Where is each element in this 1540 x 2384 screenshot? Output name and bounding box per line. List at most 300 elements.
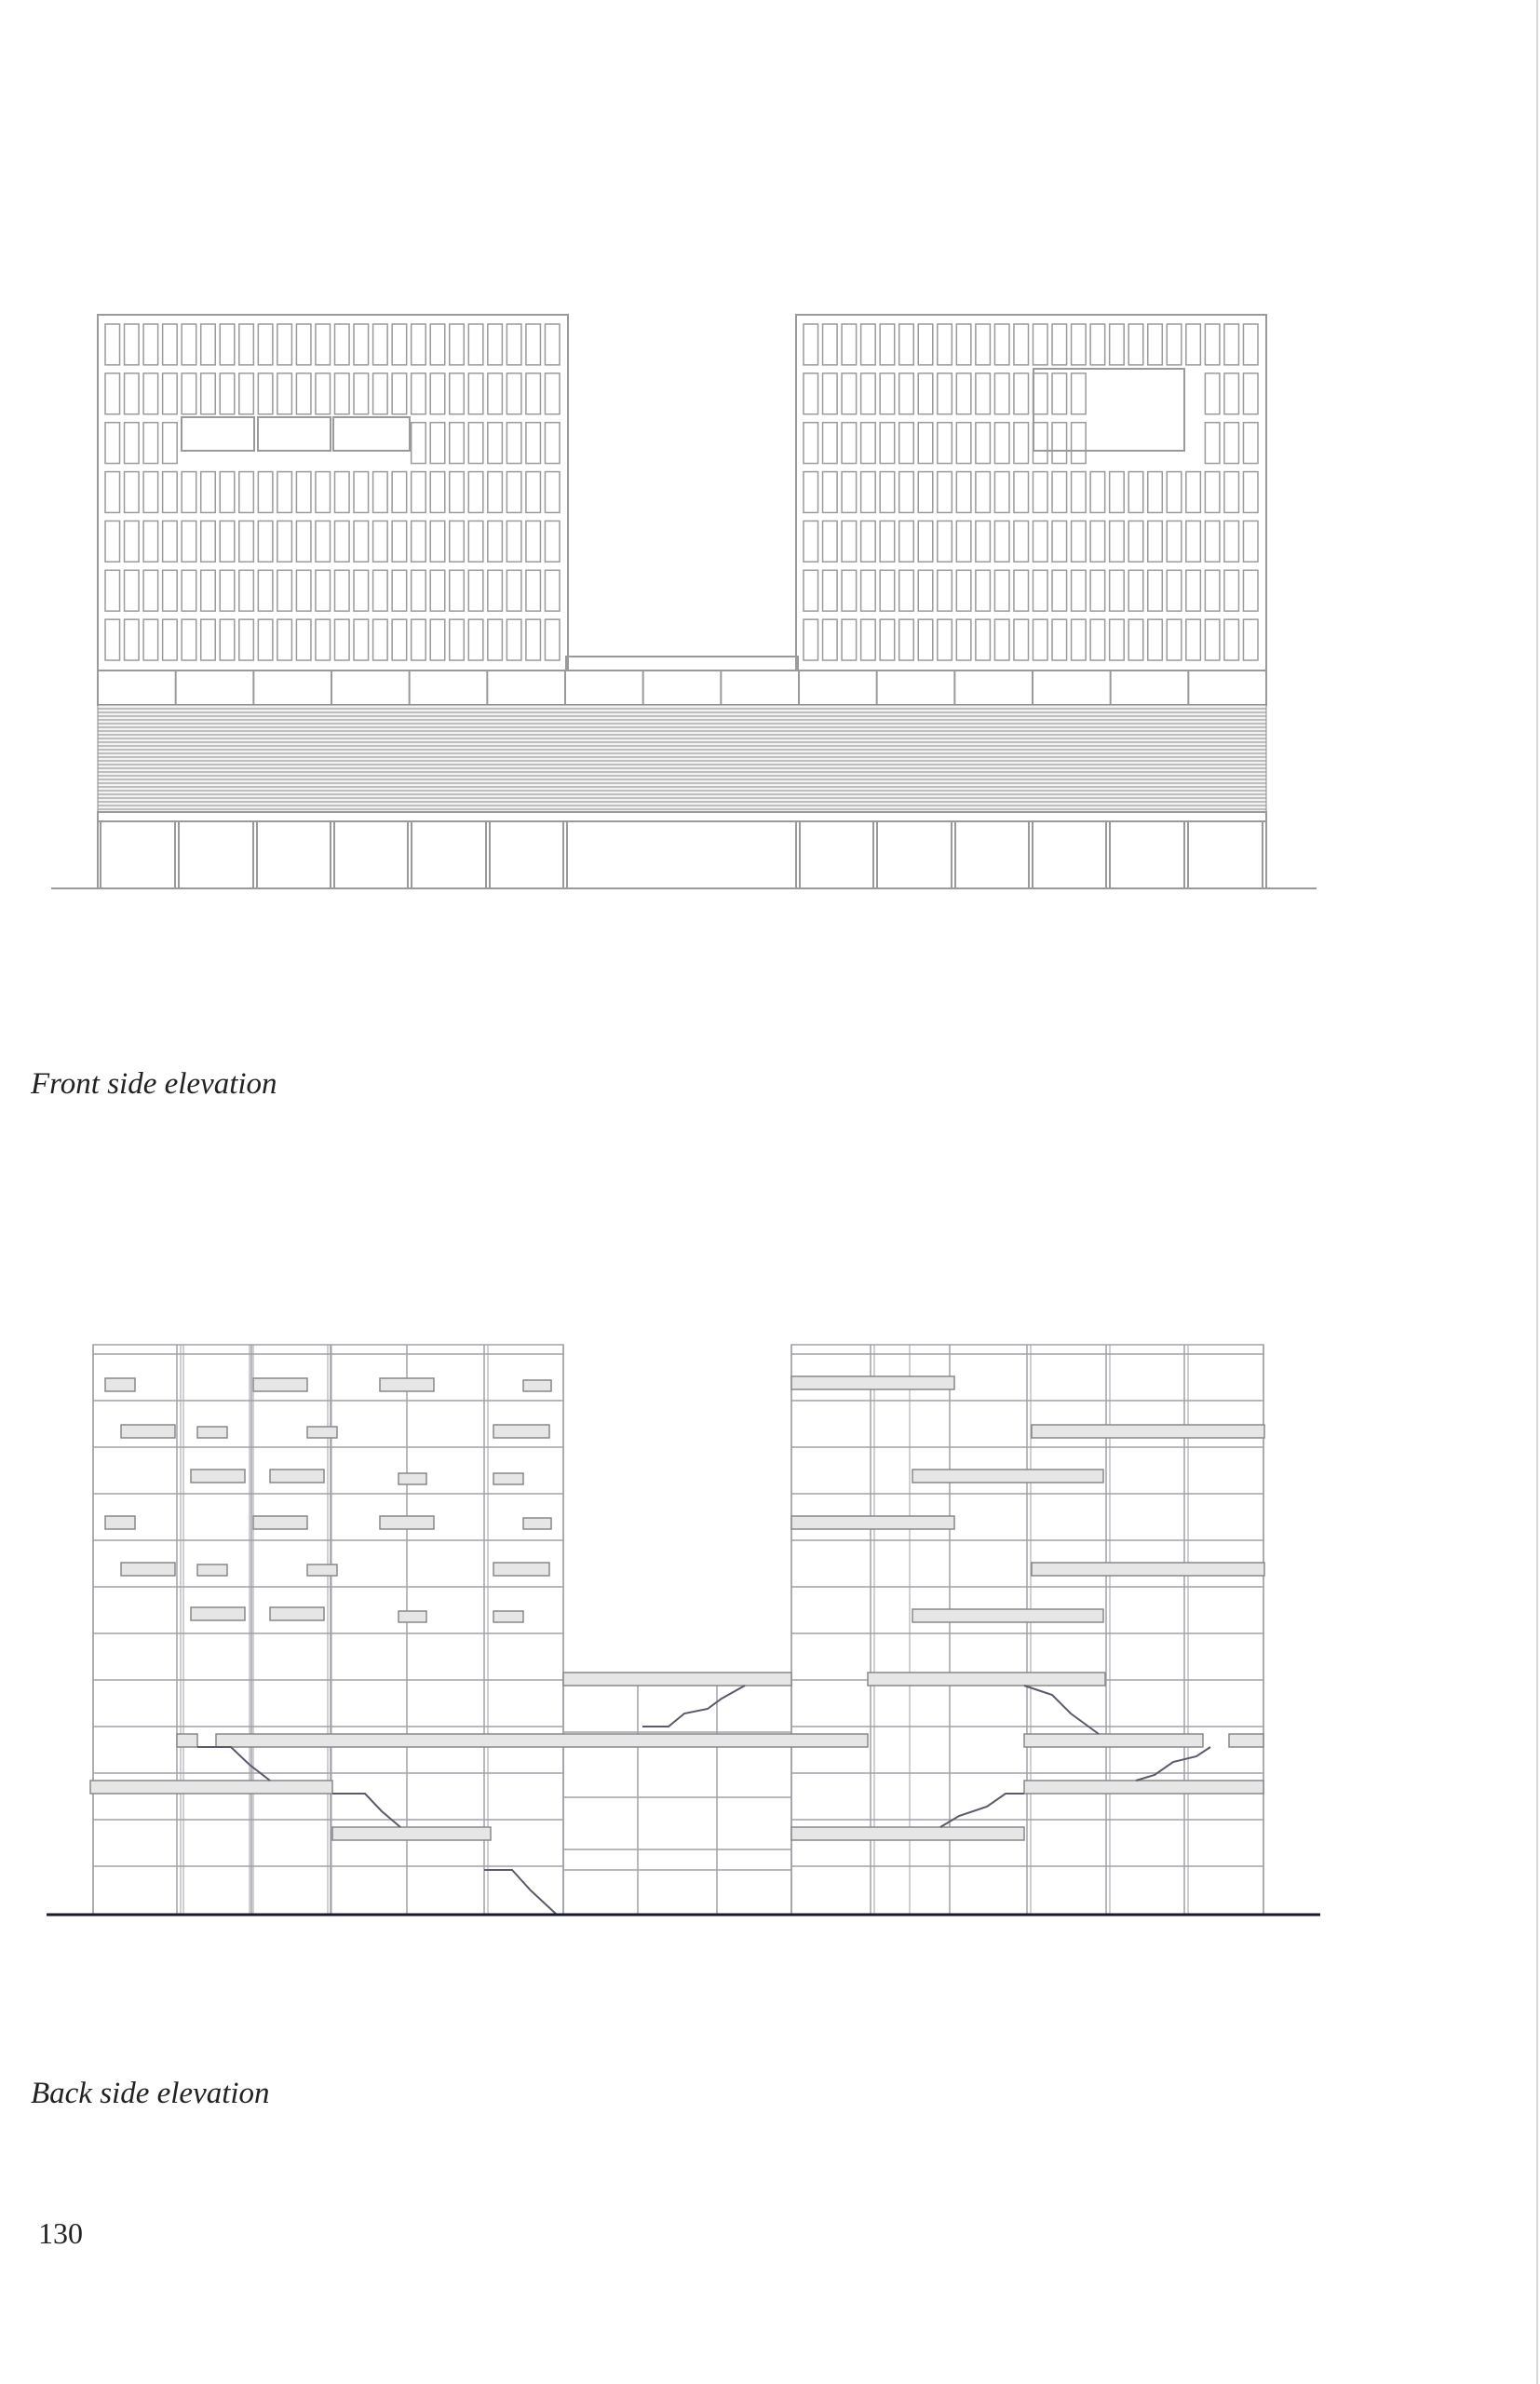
stair-run [484, 1870, 557, 1915]
balcony-slab [380, 1516, 434, 1529]
facade-window [1033, 373, 1048, 414]
facade-window [182, 570, 196, 611]
page-number: 130 [38, 2216, 83, 2250]
facade-window [861, 472, 876, 513]
facade-window [1033, 521, 1048, 562]
facade-window [938, 423, 952, 464]
facade-window [1224, 521, 1239, 562]
facade-window [545, 324, 560, 365]
balcony-slab [253, 1516, 307, 1529]
facade-window [994, 472, 1009, 513]
facade-window [1205, 373, 1220, 414]
facade-window [1224, 373, 1239, 414]
facade-window [354, 324, 369, 365]
facade-window [1128, 570, 1143, 611]
balcony-slab [493, 1473, 523, 1484]
facade-window [105, 472, 120, 513]
facade-window [1072, 570, 1087, 611]
facade-window [277, 472, 292, 513]
facade-window [143, 373, 158, 414]
facade-window [861, 423, 876, 464]
balcony-slab [493, 1563, 549, 1576]
facade-window [1014, 324, 1029, 365]
balcony-slab [912, 1609, 1103, 1622]
facade-window [956, 472, 971, 513]
facade-window [1148, 472, 1163, 513]
facade-window [412, 570, 426, 611]
facade-window [450, 570, 465, 611]
facade-window [412, 373, 426, 414]
facade-window [545, 373, 560, 414]
facade-window [899, 324, 914, 365]
facade-window [468, 324, 483, 365]
facade-window [373, 521, 388, 562]
facade-window [316, 373, 331, 414]
facade-window [842, 324, 857, 365]
facade-window [258, 373, 273, 414]
facade-window [125, 619, 140, 660]
facade-window [842, 521, 857, 562]
tower-frame [98, 315, 568, 670]
facade-window [880, 521, 895, 562]
facade-window [842, 373, 857, 414]
facade-window [842, 472, 857, 513]
facade-window [1224, 423, 1239, 464]
tower-frame [796, 315, 1266, 670]
facade-window [899, 619, 914, 660]
facade-window [450, 373, 465, 414]
facade-window [976, 570, 991, 611]
facade-window [1033, 570, 1048, 611]
facade-window [296, 373, 311, 414]
facade-window [296, 521, 311, 562]
facade-window [201, 619, 216, 660]
facade-window [976, 472, 991, 513]
facade-window [1243, 521, 1258, 562]
facade-window [1243, 324, 1258, 365]
facade-window [545, 521, 560, 562]
podium-band [98, 670, 1266, 705]
facade-window [1110, 521, 1125, 562]
facade-window [125, 324, 140, 365]
facade-window [220, 570, 235, 611]
facade-window [994, 324, 1009, 365]
balcony-slab [253, 1378, 307, 1391]
facade-window [1072, 472, 1087, 513]
facade-window [1110, 472, 1125, 513]
stair-run [197, 1747, 270, 1781]
facade-window [258, 570, 273, 611]
facade-window [994, 423, 1009, 464]
facade-window [956, 324, 971, 365]
balcony-slab [523, 1518, 551, 1529]
balcony-slab [399, 1473, 426, 1484]
facade-window [277, 373, 292, 414]
facade-opening [258, 417, 331, 451]
facade-window [258, 619, 273, 660]
facade-window [1014, 619, 1029, 660]
facade-window [526, 324, 541, 365]
facade-window [392, 570, 407, 611]
facade-window [105, 324, 120, 365]
facade-window [430, 373, 445, 414]
facade-window [1224, 472, 1239, 513]
facade-window [201, 472, 216, 513]
facade-window [1243, 619, 1258, 660]
facade-window [804, 472, 818, 513]
facade-window [125, 373, 140, 414]
facade-window [918, 373, 933, 414]
facade-window [1167, 472, 1182, 513]
facade-window [143, 423, 158, 464]
facade-opening [1033, 369, 1184, 451]
facade-window [1186, 521, 1201, 562]
facade-window [976, 619, 991, 660]
facade-window [105, 570, 120, 611]
front-right-tower [796, 315, 1266, 670]
facade-window [1224, 570, 1239, 611]
facade-window [1072, 373, 1087, 414]
front-podium [98, 657, 1266, 705]
facade-window [1148, 619, 1163, 660]
facade-window [994, 570, 1009, 611]
facade-window [450, 472, 465, 513]
facade-window [450, 619, 465, 660]
facade-window [1072, 619, 1087, 660]
facade-window [976, 373, 991, 414]
facade-window [412, 521, 426, 562]
facade-window [1205, 521, 1220, 562]
facade-window [296, 619, 311, 660]
facade-window [823, 472, 838, 513]
facade-window [1186, 472, 1201, 513]
facade-window [430, 324, 445, 365]
facade-window [392, 324, 407, 365]
facade-window [899, 423, 914, 464]
facade-window [1243, 570, 1258, 611]
facade-window [976, 324, 991, 365]
facade-window [1243, 373, 1258, 414]
facade-window [804, 373, 818, 414]
balcony-slab [399, 1611, 426, 1622]
facade-window [1110, 570, 1125, 611]
facade-window [354, 373, 369, 414]
facade-window [201, 570, 216, 611]
balcony-slab [523, 1380, 551, 1391]
facade-window [392, 373, 407, 414]
facade-window [182, 521, 196, 562]
facade-window [412, 324, 426, 365]
balcony-slab [868, 1673, 1105, 1686]
facade-window [804, 570, 818, 611]
facade-window [239, 570, 254, 611]
facade-window [823, 324, 838, 365]
facade-window [277, 324, 292, 365]
facade-window [488, 373, 503, 414]
facade-window [507, 324, 521, 365]
facade-window [220, 521, 235, 562]
facade-window [354, 472, 369, 513]
balcony-slab [563, 1673, 791, 1686]
facade-window [976, 521, 991, 562]
facade-window [258, 324, 273, 365]
facade-window [163, 570, 178, 611]
facade-window [1014, 373, 1029, 414]
facade-window [182, 373, 196, 414]
facade-window [1205, 324, 1220, 365]
facade-window [125, 423, 140, 464]
balcony-slab [191, 1470, 245, 1483]
balcony-slab [493, 1425, 549, 1438]
facade-window [1052, 570, 1067, 611]
facade-window [1052, 373, 1067, 414]
facade-window [488, 423, 503, 464]
facade-window [899, 521, 914, 562]
facade-window [1090, 521, 1105, 562]
balcony-slab [332, 1827, 491, 1840]
facade-window [488, 570, 503, 611]
facade-window [239, 373, 254, 414]
facade-window [1090, 472, 1105, 513]
back-stairs [197, 1686, 1210, 1915]
facade-window [880, 570, 895, 611]
balcony-slab [105, 1516, 135, 1529]
balcony-slab [1024, 1781, 1263, 1794]
facade-window [201, 373, 216, 414]
front-elevation-caption: Front side elevation [31, 1067, 277, 1101]
facade-window [316, 324, 331, 365]
facade-window [1033, 472, 1048, 513]
facade-opening [182, 417, 254, 451]
facade-window [373, 373, 388, 414]
louver-band-frame [98, 705, 1266, 812]
facade-window [220, 324, 235, 365]
facade-window [507, 570, 521, 611]
facade-window [1128, 521, 1143, 562]
facade-window [143, 570, 158, 611]
facade-window [804, 521, 818, 562]
facade-window [1090, 619, 1105, 660]
facade-window [143, 324, 158, 365]
facade-window [220, 373, 235, 414]
facade-window [450, 423, 465, 464]
facade-window [354, 521, 369, 562]
facade-window [804, 619, 818, 660]
facade-window [392, 521, 407, 562]
facade-window [507, 373, 521, 414]
facade-window [938, 619, 952, 660]
facade-window [880, 324, 895, 365]
facade-window [1090, 570, 1105, 611]
facade-window [143, 619, 158, 660]
facade-window [258, 472, 273, 513]
stair-run [1136, 1747, 1210, 1781]
base-beam [98, 812, 1266, 821]
facade-window [220, 619, 235, 660]
balcony-slab [90, 1781, 332, 1794]
facade-window [182, 324, 196, 365]
facade-window [956, 373, 971, 414]
facade-window [143, 472, 158, 513]
facade-window [239, 472, 254, 513]
balcony-slab [191, 1607, 245, 1620]
facade-window [1052, 472, 1067, 513]
facade-window [258, 521, 273, 562]
facade-window [545, 619, 560, 660]
facade-window [105, 521, 120, 562]
facade-window [918, 423, 933, 464]
facade-window [125, 472, 140, 513]
front-ground-floor [98, 812, 1266, 888]
facade-window [1205, 619, 1220, 660]
facade-window [1224, 324, 1239, 365]
facade-window [335, 472, 350, 513]
facade-window [373, 570, 388, 611]
facade-window [163, 619, 178, 660]
facade-window [335, 521, 350, 562]
facade-window [277, 521, 292, 562]
facade-window [239, 324, 254, 365]
facade-window [163, 324, 178, 365]
facade-window [182, 619, 196, 660]
facade-window [296, 472, 311, 513]
facade-window [412, 619, 426, 660]
facade-window [468, 619, 483, 660]
facade-window [1014, 423, 1029, 464]
facade-window [1243, 423, 1258, 464]
facade-window [105, 423, 120, 464]
facade-window [842, 619, 857, 660]
facade-window [220, 472, 235, 513]
facade-window [125, 521, 140, 562]
facade-window [823, 373, 838, 414]
balcony-slab [307, 1564, 337, 1576]
facade-window [899, 472, 914, 513]
facade-window [335, 324, 350, 365]
facade-window [804, 324, 818, 365]
facade-window [994, 619, 1009, 660]
facade-window [1110, 324, 1125, 365]
facade-window [335, 619, 350, 660]
balcony-slab [216, 1734, 868, 1747]
facade-window [392, 619, 407, 660]
facade-window [899, 570, 914, 611]
facade-window [430, 423, 445, 464]
balcony-slab [105, 1378, 135, 1391]
balcony-slab [121, 1425, 175, 1438]
facade-window [823, 423, 838, 464]
balcony-slab [270, 1470, 324, 1483]
facade-window [823, 521, 838, 562]
facade-window [1205, 570, 1220, 611]
facade-window [918, 324, 933, 365]
facade-window [392, 472, 407, 513]
facade-window [1128, 619, 1143, 660]
facade-window [468, 472, 483, 513]
facade-window [526, 373, 541, 414]
facade-window [918, 619, 933, 660]
facade-window [526, 423, 541, 464]
facade-window [861, 373, 876, 414]
facade-window [1243, 472, 1258, 513]
facade-window [488, 324, 503, 365]
facade-window [956, 521, 971, 562]
facade-window [880, 423, 895, 464]
facade-window [1033, 423, 1048, 464]
balcony-slab [307, 1427, 337, 1438]
facade-window [163, 472, 178, 513]
facade-window [1186, 619, 1201, 660]
facade-window [842, 570, 857, 611]
facade-window [938, 570, 952, 611]
facade-window [861, 619, 876, 660]
facade-window [373, 472, 388, 513]
facade-window [316, 570, 331, 611]
facade-window [804, 423, 818, 464]
facade-window [1072, 521, 1087, 562]
facade-window [1205, 423, 1220, 464]
facade-window [277, 570, 292, 611]
facade-window [507, 619, 521, 660]
balcony-slab [791, 1516, 954, 1529]
balcony-slab [791, 1827, 1024, 1840]
balcony-slab [380, 1378, 434, 1391]
facade-window [842, 423, 857, 464]
facade-window [1014, 521, 1029, 562]
facade-window [545, 570, 560, 611]
facade-window [1033, 324, 1048, 365]
facade-window [335, 373, 350, 414]
facade-window [1033, 619, 1048, 660]
facade-window [880, 472, 895, 513]
facade-window [976, 423, 991, 464]
facade-window [430, 472, 445, 513]
bridge-roof [566, 657, 798, 670]
facade-window [956, 570, 971, 611]
facade-window [468, 373, 483, 414]
facade-window [143, 521, 158, 562]
facade-window [918, 472, 933, 513]
balcony-slab [197, 1564, 227, 1576]
facade-window [1148, 570, 1163, 611]
facade-window [938, 472, 952, 513]
facade-window [1148, 521, 1163, 562]
balcony-slab [270, 1607, 324, 1620]
facade-window [918, 570, 933, 611]
facade-window [1205, 472, 1220, 513]
facade-window [239, 619, 254, 660]
facade-window [182, 472, 196, 513]
back-elevation-drawing [0, 1332, 1540, 1928]
facade-window [488, 521, 503, 562]
facade-window [163, 373, 178, 414]
facade-window [1167, 324, 1182, 365]
facade-window [105, 619, 120, 660]
facade-window [239, 521, 254, 562]
facade-window [468, 423, 483, 464]
facade-window [526, 570, 541, 611]
facade-window [450, 521, 465, 562]
facade-window [430, 521, 445, 562]
facade-window [861, 570, 876, 611]
facade-window [1052, 324, 1067, 365]
facade-opening [333, 417, 410, 451]
facade-window [880, 373, 895, 414]
balcony-slab [1229, 1734, 1263, 1747]
balcony-slab [177, 1734, 197, 1747]
balcony-slab [1032, 1425, 1264, 1438]
facade-window [296, 570, 311, 611]
